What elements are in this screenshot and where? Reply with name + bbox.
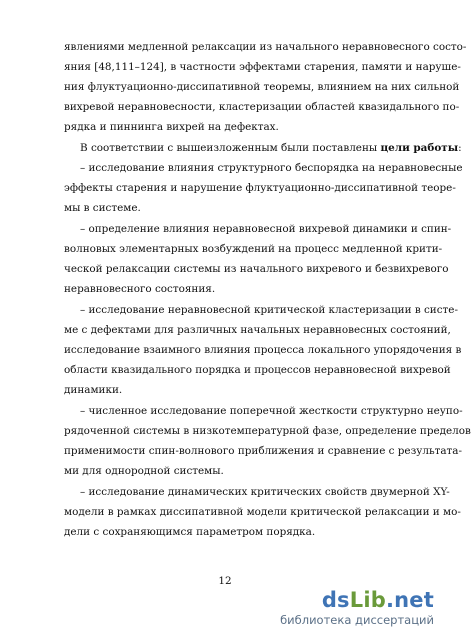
- goal-item-line: – определение влияния неравновесной вихревой динамики и спин-: [80, 223, 452, 235]
- text-line: явлениями медленной релаксации из начального неравновесного состо-: [64, 41, 467, 53]
- goals-intro-text: В соответствии с вышеизложенным были поставлены: [80, 142, 381, 154]
- goals-bold-label: цели работы: [380, 142, 459, 154]
- goal-item-line: исследование взаимного влияния процесса локального упорядочения в: [64, 344, 462, 356]
- goals-colon: :: [458, 142, 462, 154]
- goal-item-line: волновых элементарных возбуждений на процесс медленной крити-: [64, 243, 443, 255]
- goal-item-line: области квазидального порядка и процессов неравновесной вихревой: [64, 364, 451, 376]
- goal-item-line: динамики.: [64, 384, 123, 396]
- logo-net: .net: [385, 588, 434, 612]
- goal-item-line: мы в системе.: [64, 202, 141, 214]
- goal-item-line: – исследование динамических критических свойств двумерной XY-: [80, 486, 450, 498]
- logo-lib: Lib: [349, 588, 386, 612]
- logo-ds: ds: [321, 588, 350, 612]
- goal-item-line: модели в рамках диссипативной модели критической релаксации и мо-: [64, 506, 461, 518]
- text-line: ния флуктуационно-диссипативной теоремы, влиянием на них сильной: [64, 81, 460, 93]
- text-line: вихревой неравновесности, кластеризации областей квазидального по-: [64, 101, 460, 113]
- text-line: рядка и пиннинга вихрей на дефектах.: [64, 121, 279, 133]
- page-number: 12: [218, 575, 232, 587]
- goal-item-line: ми для однородной системы.: [64, 465, 224, 477]
- goal-item-line: эффекты старения и нарушение флуктуационно-диссипативной теоре-: [64, 182, 456, 194]
- goal-item-line: ческой релаксации системы из начального вихревого и безвихревого: [64, 263, 449, 275]
- dslib-logo: [322, 588, 434, 612]
- goal-item-line: – исследование неравновесной критической кластеризации в систе-: [80, 304, 458, 316]
- goal-item-line: – численное исследование поперечной жесткости структурно неупо-: [80, 405, 463, 417]
- goal-item-line: ме с дефектами для различных начальных неравновесных состояний,: [64, 324, 451, 336]
- goal-item-line: применимости спин-волнового приближения и сравнение с результата-: [64, 445, 462, 457]
- text-line: яния [48,111–124], в частности эффектами старения, памяти и наруше-: [64, 61, 461, 73]
- goal-item-line: неравновесного состояния.: [64, 283, 216, 295]
- watermark-subtitle: библиотека диссертаций: [280, 613, 434, 627]
- goal-item-line: дели с сохраняющимся параметром порядка.: [64, 526, 316, 538]
- goal-item-line: – исследование влияния структурного беспорядка на неравновесные: [80, 162, 463, 174]
- goal-item-line: рядоченной системы в низкотемпературной фазе, определение пределов: [64, 425, 471, 437]
- goals-intro-line: [80, 142, 462, 155]
- dslib-watermark: [254, 588, 434, 634]
